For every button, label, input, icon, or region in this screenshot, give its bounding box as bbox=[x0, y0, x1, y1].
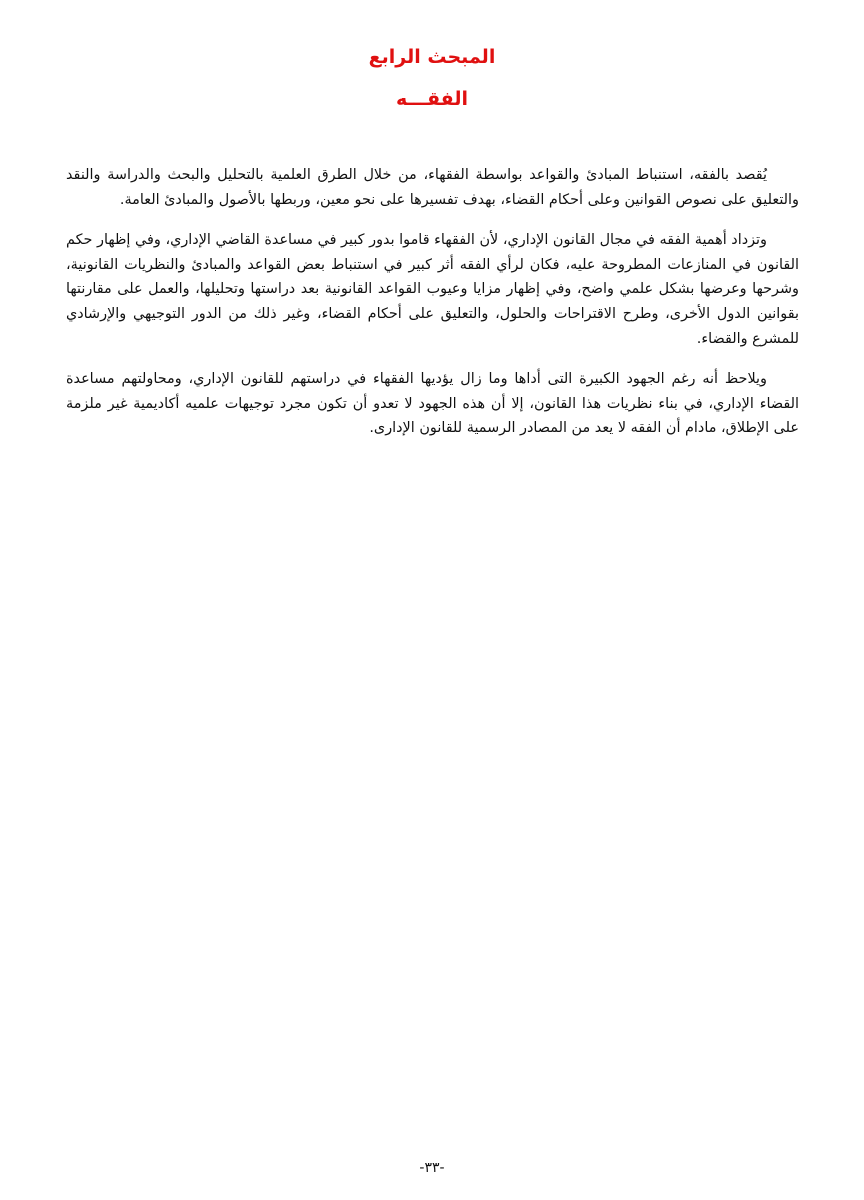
section-title: المبحث الرابع bbox=[368, 46, 496, 68]
section-subtitle: الفقـــه bbox=[395, 88, 468, 110]
paragraph-importance: وتزداد أهمية الفقه في مجال القانون الإداري، لأن الفقهاء قاموا بدور كبير في مساعدة القاضي الإداري، وفي إظهار حكم القانون في المنازعات المطروحة عليه، فكان لرأي الفقه أثر كبير في استنباط بعض القواعد والمبادئ والنظريات القانونية، وشرحها وعرضها بشكل علمي واضح، وفي إظهار مزايا وعيوب القواعد القانونية بعد دراستها وتحليلها، والعمل على مقارنتها بقوانين الدول الأخرى، وطرح الاقتراحات والحلول، والتعليق على أحكام القضاء، وغير ذلك من الدور التوجيهي والإرشادي للمشرع والقضاء. bbox=[66, 232, 799, 347]
paragraph-note: ويلاحظ أنه رغم الجهود الكبيرة التى أداها وما زال يؤديها الفقهاء في دراستهم للقانون الإداري، ومحاولتهم مساعدة القضاء الإداري، في بناء نظريات هذا القانون، إلا أن هذه الجهود لا تعدو أن تكون مجرد توجيهات علميه أكاديمية غير ملزمة على الإطلاق، مادام أن الفقه لا يعد من المصادر الرسمية للقانون الإدارى. bbox=[66, 371, 799, 437]
page-number: -٣٣- bbox=[419, 1160, 445, 1176]
paragraph-definition: يُقصد بالفقه، استنباط المبادئ والقواعد بواسطة الفقهاء، من خلال الطرق العلمية بالتحليل والبحث والدراسة والنقد والتعليق على نصوص القوانين وعلى أحكام القضاء، بهدف تفسيرها على نحو معين، وربطها بالأصول والمبادئ العامة. bbox=[66, 167, 799, 208]
body-text bbox=[66, 163, 799, 457]
